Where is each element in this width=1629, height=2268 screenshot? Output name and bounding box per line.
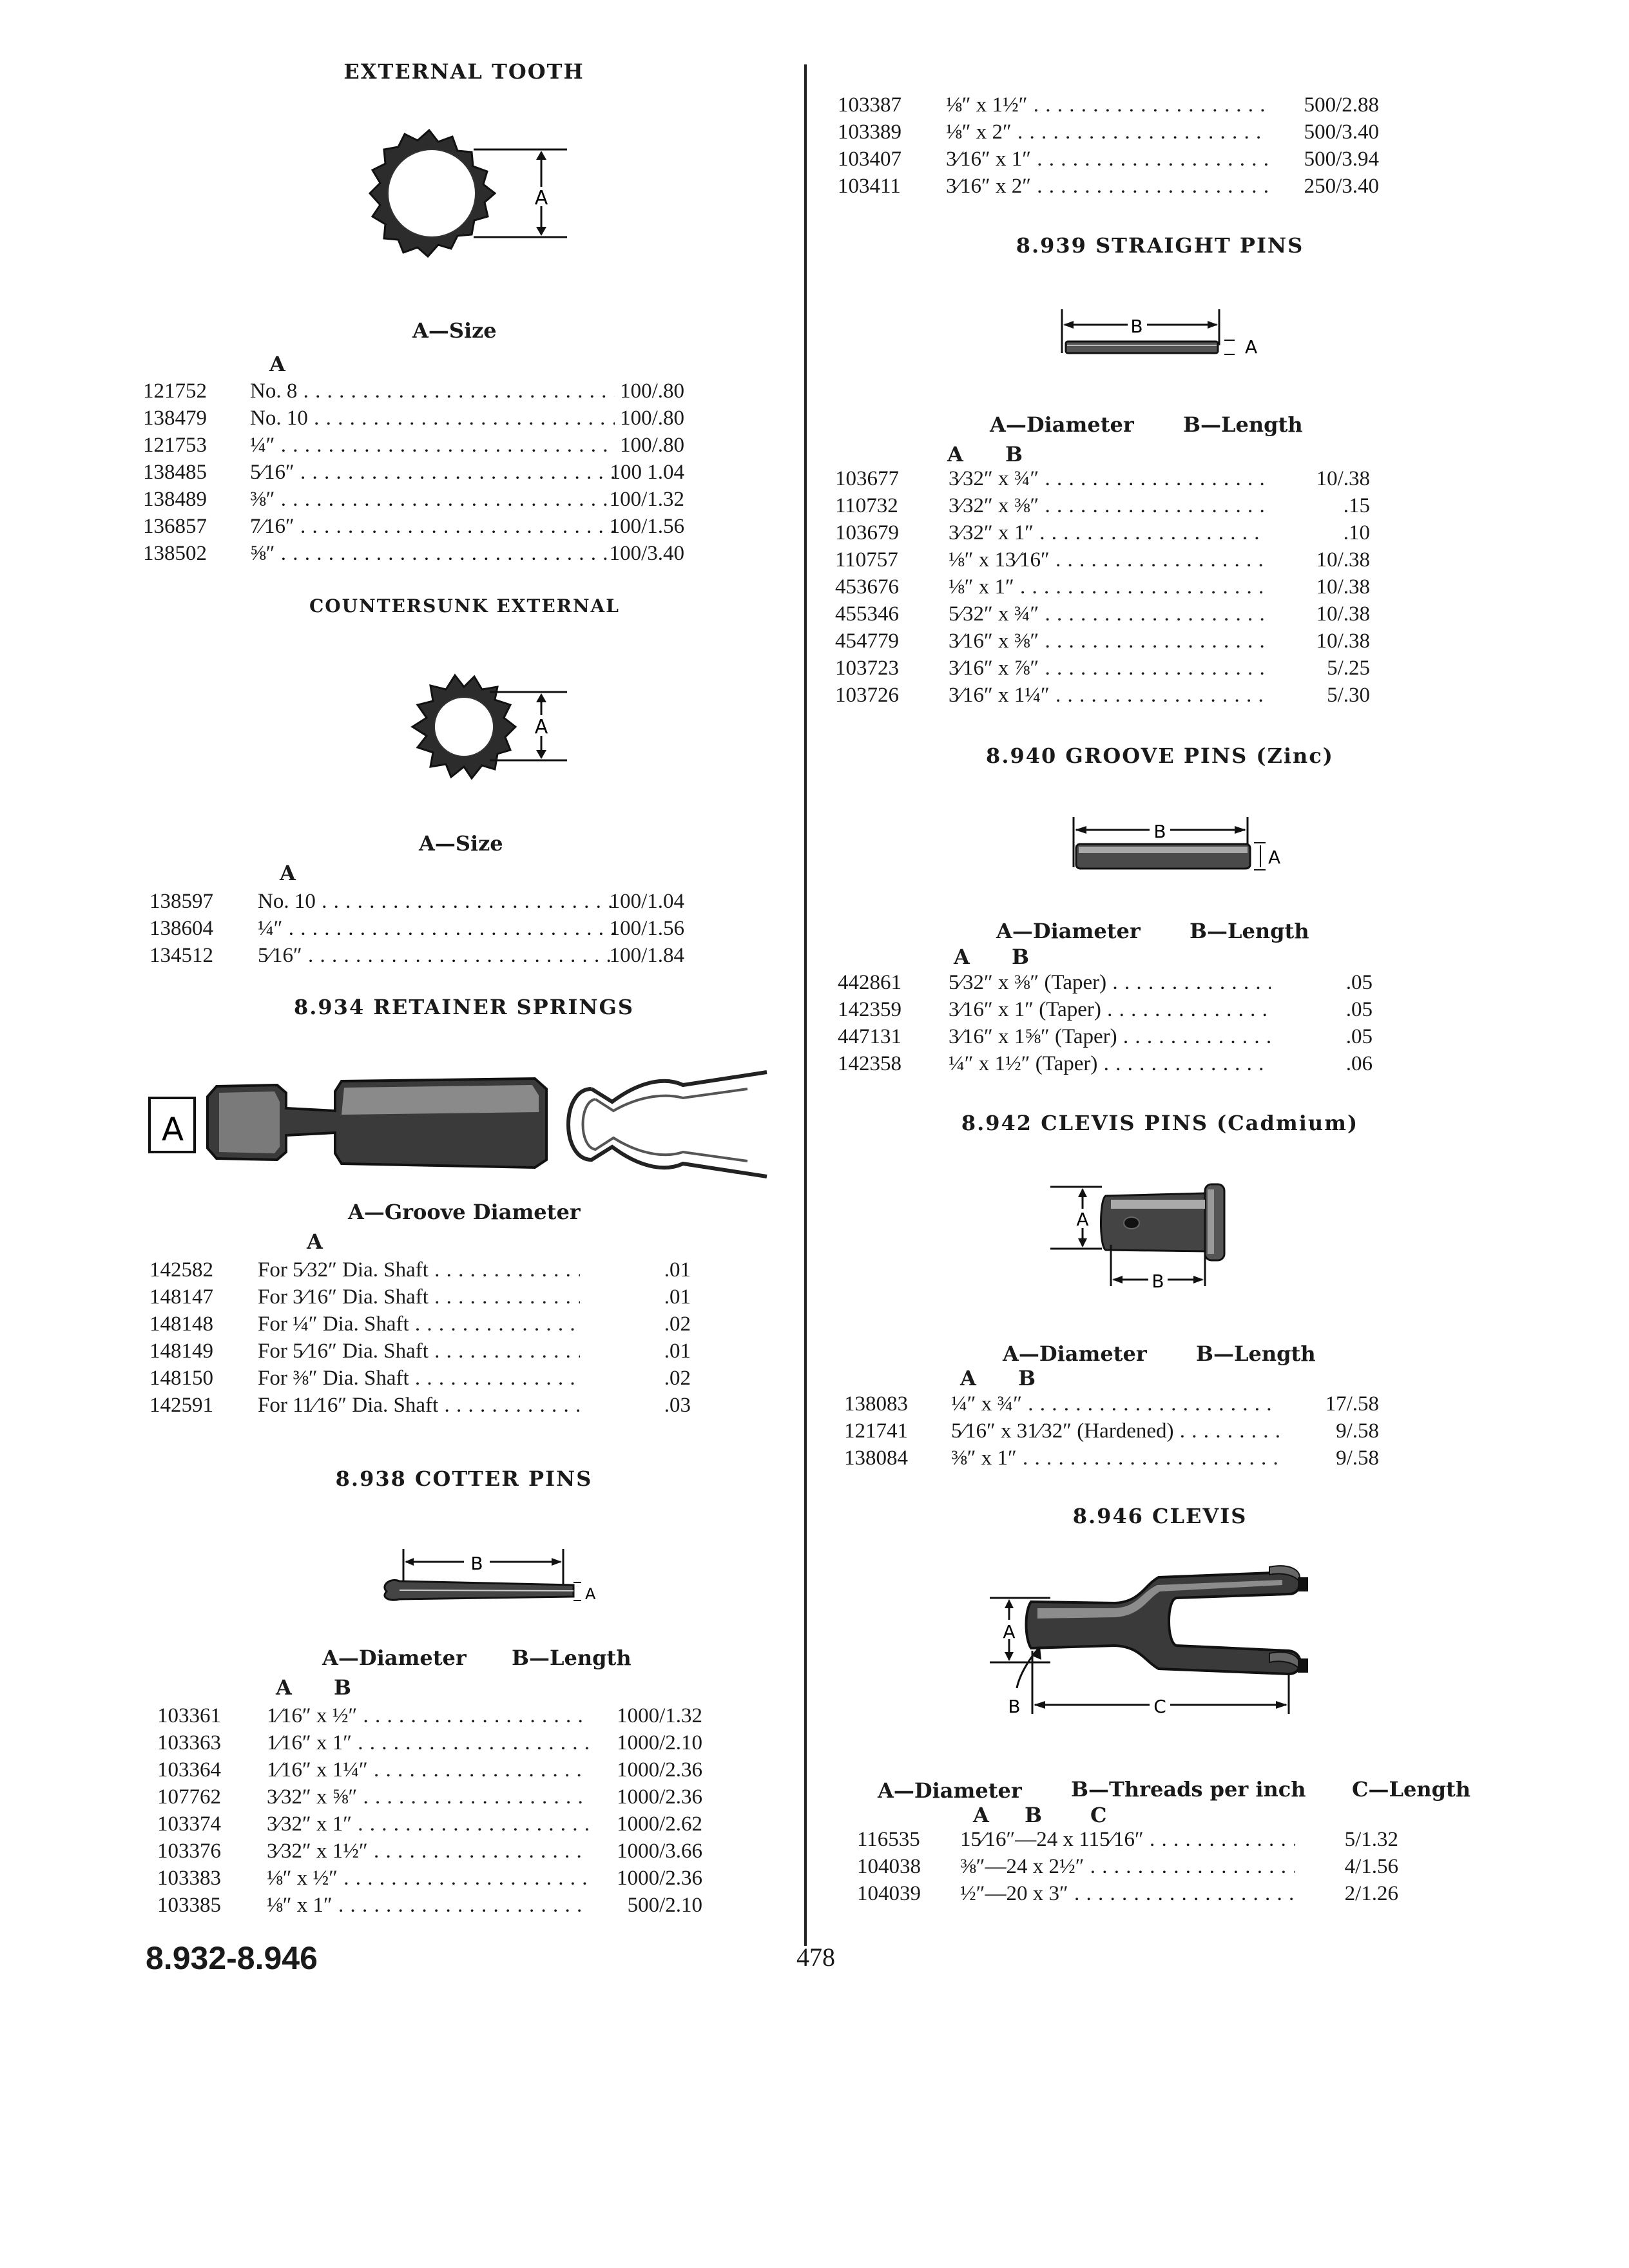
caption-a-diameter: A—Diameter (996, 919, 1141, 943)
caption-b-length: B—Length (1190, 919, 1309, 943)
countersunk-washer-figure (387, 651, 580, 799)
list-item: 121753 ¼″ . . . 100/.80 (143, 432, 684, 459)
list-item: 103376 3⁄32″ x 1½″ . . . 1000/3.66 (157, 1838, 702, 1865)
column-header-a: A (269, 352, 285, 376)
list-item: 121752 No. 8 . . . 100/.80 (143, 378, 684, 405)
fig-label-a: A (1268, 847, 1281, 868)
section-title-retainer-springs: 8.934 RETAINER SPRINGS (294, 995, 634, 1019)
fig-label-a: A (585, 1585, 596, 1603)
fig-label-b: B (1152, 1271, 1164, 1292)
list-item: 103387 ⅛″ x 1½″ . . . 500/2.88 (838, 91, 1379, 119)
column-header-c: C (1090, 1803, 1107, 1827)
list-item: 103361 1⁄16″ x ½″ . . . 1000/1.32 (157, 1702, 702, 1729)
list-item: 103723 3⁄16″ x ⅞″ . . . 5/.25 (835, 655, 1370, 682)
list-item: 148150 For ⅜″ Dia. Shaft . . . .02 (149, 1365, 691, 1392)
list-item: 104038 ⅜″—24 x 2½″ . . . 4/1.56 (857, 1853, 1398, 1880)
list-item: 103389 ⅛″ x 2″ . . . 500/3.40 (838, 119, 1379, 146)
caption-a-diameter: A—Diameter (990, 412, 1134, 437)
list-item: 103383 ⅛″ x ½″ . . . 1000/2.36 (157, 1865, 702, 1892)
retainer-spring-figure (148, 1050, 780, 1205)
list-item: 110757 ⅛″ x 13⁄16″ . . . 10/.38 (835, 546, 1370, 573)
list-item: 121741 5⁄16″ x 31⁄32″ (Hardened) . . . 9/.58 (844, 1418, 1379, 1445)
fig-label-a: A (534, 716, 548, 738)
column-divider (804, 64, 807, 1946)
list-item: 138604 ¼″ . . . 100/1.56 (149, 915, 684, 942)
caption-c-length: C—Length (1352, 1777, 1471, 1802)
list-item: 103364 1⁄16″ x 1¼″ . . . 1000/2.36 (157, 1756, 702, 1783)
fig-label-b: B (1153, 821, 1166, 842)
external-tooth-washer-figure (348, 110, 580, 277)
caption-b-length: B—Length (512, 1646, 631, 1670)
clevis-pin-figure (1050, 1183, 1282, 1293)
column-header-a: A (960, 1366, 976, 1390)
caption-a-diameter: A—Diameter (322, 1646, 467, 1670)
list-item: 138479 No. 10 . . . 100/.80 (143, 405, 684, 432)
list-item: 142582 For 5⁄32″ Dia. Shaft . . . .01 (149, 1256, 691, 1283)
section-title-external-tooth: EXTERNAL TOOTH (343, 59, 584, 84)
section-title-clevis: 8.946 CLEVIS (1072, 1504, 1248, 1528)
caption-a-diameter: A—Diameter (878, 1778, 1022, 1803)
list-item: 138489 ⅜″ . . . 100/1.32 (143, 486, 684, 513)
section-title-cotter-pins: 8.938 COTTER PINS (335, 1466, 593, 1491)
caption-a-size: A—Size (419, 831, 503, 856)
list-item: 136857 7⁄16″ . . . 100/1.56 (143, 513, 684, 540)
list-item: 142359 3⁄16″ x 1″ (Taper) . . . .05 (838, 996, 1373, 1023)
caption-b-length: B—Length (1183, 412, 1303, 437)
fig-label-a: A (1003, 1621, 1016, 1642)
list-item: 138084 ⅜″ x 1″ . . . 9/.58 (844, 1445, 1379, 1472)
list-item: 148147 For 3⁄16″ Dia. Shaft . . . .01 (149, 1283, 691, 1311)
column-header-a: A (276, 1675, 292, 1700)
column-header-a: A (307, 1229, 323, 1254)
fig-label-a: A (1076, 1209, 1089, 1230)
straight-pin-figure (1057, 307, 1276, 365)
fig-label-b: B (1008, 1696, 1021, 1717)
list-item: 148149 For 5⁄16″ Dia. Shaft . . . .01 (149, 1338, 691, 1365)
caption-a-groove-diameter: A—Groove Diameter (348, 1200, 581, 1224)
list-item: 103363 1⁄16″ x 1″ . . . 1000/2.10 (157, 1729, 702, 1756)
fig-label-a: A (161, 1111, 184, 1148)
column-header-a: A (954, 945, 970, 969)
list-item: 138597 No. 10 . . . 100/1.04 (149, 888, 684, 915)
column-header-b: B (334, 1675, 352, 1700)
groove-pin-figure (1070, 816, 1302, 880)
fig-label-b: B (1130, 316, 1143, 337)
cotter-pin-figure (380, 1545, 596, 1616)
caption-b-length: B—Length (1196, 1341, 1316, 1366)
section-title-straight-pins: 8.939 STRAIGHT PINS (1016, 233, 1304, 258)
list-item: 104039 ½″—20 x 3″ . . . 2/1.26 (857, 1880, 1398, 1907)
list-item: 453676 ⅛″ x 1″ . . . 10/.38 (835, 573, 1370, 601)
fig-label-a: A (1245, 336, 1258, 358)
list-item: 116535 15⁄16″—24 x 115⁄16″ . . . 5/1.32 (857, 1826, 1398, 1853)
column-header-a: A (947, 442, 963, 466)
list-item: 103726 3⁄16″ x 1¼″ . . . 5/.30 (835, 682, 1370, 709)
section-title-clevis-pins: 8.942 CLEVIS PINS (Cadmium) (961, 1111, 1359, 1135)
page-range: 8.932-8.946 (146, 1940, 318, 1976)
fig-label-a: A (534, 187, 548, 209)
caption-b-threads-per-inch: B—Threads per inch (1071, 1777, 1306, 1802)
column-header-b: B (1018, 1366, 1036, 1390)
fig-label-b: B (470, 1553, 483, 1574)
list-item: 138485 5⁄16″ . . . 100 1.04 (143, 459, 684, 486)
list-item: 142358 ¼″ x 1½″ (Taper) . . . .06 (838, 1050, 1373, 1077)
list-item: 103374 3⁄32″ x 1″ . . . 1000/2.62 (157, 1811, 702, 1838)
list-item: 138502 ⅝″ . . . 100/3.40 (143, 540, 684, 567)
section-title-groove-pins: 8.940 GROOVE PINS (Zinc) (986, 744, 1334, 768)
list-item: 134512 5⁄16″ . . . 100/1.84 (149, 942, 684, 969)
column-header-a: A (973, 1803, 989, 1827)
list-item: 103385 ⅛″ x 1″ . . . 500/2.10 (157, 1892, 702, 1919)
list-item: 103411 3⁄16″ x 2″ . . . 250/3.40 (838, 173, 1379, 200)
clevis-figure (986, 1566, 1385, 1727)
list-item: 455346 5⁄32″ x ¾″ . . . 10/.38 (835, 601, 1370, 628)
column-header-b: B (1012, 945, 1030, 969)
column-header-b: B (1005, 442, 1023, 466)
column-header-a: A (280, 861, 296, 885)
list-item: 103407 3⁄16″ x 1″ . . . 500/3.94 (838, 146, 1379, 173)
list-item: 107762 3⁄32″ x ⅝″ . . . 1000/2.36 (157, 1783, 702, 1811)
list-item: 138083 ¼″ x ¾″ . . . 17/.58 (844, 1390, 1379, 1418)
page-number: 478 (796, 1943, 835, 1972)
list-item: 103679 3⁄32″ x 1″ . . . .10 (835, 519, 1370, 546)
section-title-countersunk: COUNTERSUNK EXTERNAL (309, 595, 620, 617)
list-item: 103677 3⁄32″ x ¾″ . . . 10/.38 (835, 465, 1370, 492)
list-item: 454779 3⁄16″ x ⅜″ . . . 10/.38 (835, 628, 1370, 655)
list-item: 442861 5⁄32″ x ⅜″ (Taper) . . . .05 (838, 969, 1373, 996)
column-header-b: B (1025, 1803, 1043, 1827)
caption-a-size: A—Size (412, 318, 497, 343)
list-item: 148148 For ¼″ Dia. Shaft . . . .02 (149, 1311, 691, 1338)
list-item: 142591 For 11⁄16″ Dia. Shaft . . . .03 (149, 1392, 691, 1419)
list-item: 447131 3⁄16″ x 1⅝″ (Taper) . . . .05 (838, 1023, 1373, 1050)
list-item: 110732 3⁄32″ x ⅜″ . . . .15 (835, 492, 1370, 519)
fig-label-c: C (1153, 1696, 1166, 1717)
caption-a-diameter: A—Diameter (1003, 1341, 1147, 1366)
